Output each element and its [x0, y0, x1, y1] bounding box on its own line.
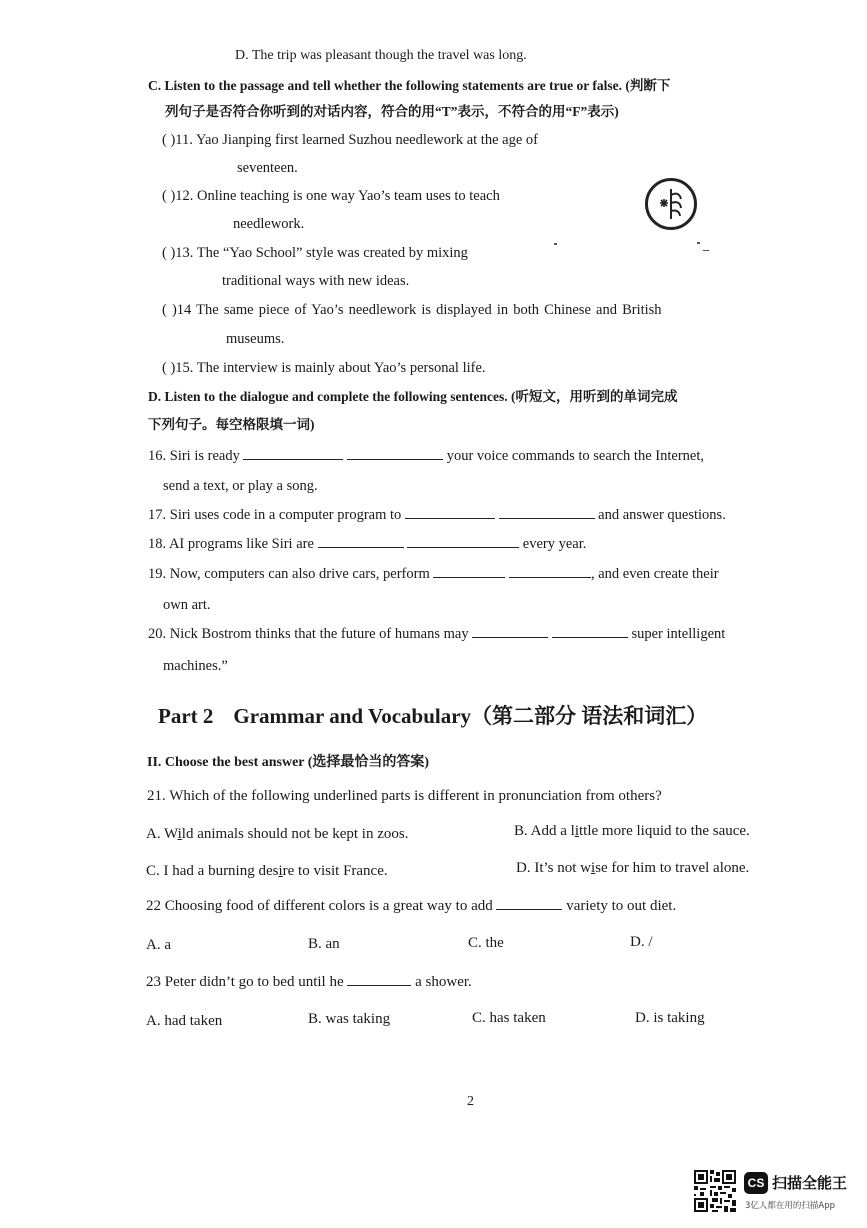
option-23-c[interactable]: C. has taken: [472, 1010, 546, 1026]
statement-12-cont: needlework.: [233, 216, 305, 232]
answer-blank[interactable]: [433, 565, 505, 578]
question-23-rest: a shower.: [415, 974, 472, 990]
question-22-text: 22 Choosing food of different colors is a great way to add: [146, 898, 493, 914]
underlined-letter: i: [591, 860, 596, 876]
part-2-subtitle: Grammar and Vocabulary（第二部分 语法和词汇）: [233, 704, 708, 728]
part-2-title: [158, 700, 707, 730]
option-21-b[interactable]: [514, 822, 750, 840]
question-18-text: 18. AI programs like Siri are: [148, 536, 314, 552]
section-c-heading-cn-a: (判断下: [625, 78, 671, 93]
question-17: [148, 506, 726, 524]
option-text: B. Add a l: [514, 823, 575, 839]
question-16-text: 16. Siri is ready: [148, 448, 240, 464]
option-21-d[interactable]: [516, 859, 749, 877]
question-16-rest: your voice commands to search the Internet,: [446, 448, 704, 464]
question-20-text: 20. Nick Bostrom thinks that the future of humans may: [148, 626, 469, 642]
answer-blank[interactable]: [347, 973, 411, 986]
answer-blank[interactable]: [243, 447, 343, 460]
scan-speck: [703, 250, 709, 251]
question-19-text: 19. Now, computers can also drive cars, perform: [148, 566, 430, 582]
statement-14-cont: museums.: [226, 331, 285, 347]
camscanner-logo: CS: [744, 1172, 768, 1194]
underlined-letter: i: [177, 826, 182, 842]
option-text: D. It’s not w: [516, 860, 591, 876]
option-23-d[interactable]: D. is taking: [635, 1010, 705, 1026]
question-21: 21. Which of the following underlined parts is different in pronunciation from others?: [147, 788, 662, 804]
statement-14: ( )14 The same piece of Yao’s needlework is displayed in both Chinese and British: [162, 302, 662, 318]
question-22-rest: variety to out diet.: [566, 898, 677, 914]
option-22-a[interactable]: A. a: [146, 937, 171, 953]
question-16-cont: send a text, or play a song.: [163, 478, 318, 494]
option-text: C. I had a burning des: [146, 863, 279, 879]
answer-blank[interactable]: [347, 447, 443, 460]
statement-13: ( )13. The “Yao School” style was created by mixing: [162, 245, 468, 261]
section-c-heading-en: C. Listen to the passage and tell whether the following statements are true or false.: [148, 78, 622, 93]
qr-code-icon: [694, 1170, 736, 1212]
answer-blank[interactable]: [407, 535, 519, 548]
option-21-a[interactable]: [146, 825, 408, 843]
question-17-rest: and answer questions.: [598, 507, 726, 523]
camscanner-tagline: 3亿人都在用的扫描App: [745, 1201, 836, 1211]
question-16: [148, 447, 704, 465]
statement-12: ( )12. Online teaching is one way Yao’s team uses to teach: [162, 188, 500, 204]
option-text: ttle more liquid to the sauce.: [579, 823, 750, 839]
question-17-text: 17. Siri uses code in a computer program to: [148, 507, 402, 523]
question-18: [148, 535, 586, 553]
question-20-rest: super intelligent: [631, 626, 726, 642]
scan-speck: [554, 243, 557, 245]
option-22-b[interactable]: B. an: [308, 936, 340, 952]
question-19-cont: own art.: [163, 597, 211, 613]
answer-blank[interactable]: [552, 625, 628, 638]
question-19: [148, 565, 719, 583]
answer-blank[interactable]: [496, 897, 562, 910]
question-20-cont: machines.”: [163, 658, 228, 674]
option-text: se for him to travel alone.: [595, 860, 750, 876]
answer-blank[interactable]: [318, 535, 404, 548]
section-c-heading-cn-b: 列句子是否符合你听到的对话内容，符合的用“T”表示，不符合的用“F”表示): [165, 104, 619, 119]
section-d-heading-cn-b: 下列句子。每空格限填一词): [148, 417, 315, 432]
underlined-letter: i: [278, 863, 283, 879]
answer-blank[interactable]: [499, 506, 595, 519]
answer-blank[interactable]: [509, 565, 591, 578]
statement-11-cont: seventeen.: [237, 160, 298, 176]
part-2-label: Part 2: [158, 704, 214, 728]
page-number: 2: [467, 1094, 474, 1109]
stamp-icon: [645, 178, 697, 230]
question-19-rest: , and even create their: [590, 566, 719, 582]
section-d-heading-cn-a: (听短文，用听到的单词完成: [510, 389, 678, 404]
section-ii-heading: [147, 754, 429, 772]
camscanner-name: 扫描全能王: [772, 1174, 848, 1192]
question-23: [146, 973, 472, 991]
scan-speck: [697, 242, 700, 244]
option-22-d[interactable]: D. /: [630, 934, 653, 950]
statement-13-cont: traditional ways with new ideas.: [222, 273, 410, 289]
statement-11: ( )11. Yao Jianping first learned Suzhou needlework at the age of: [162, 132, 538, 148]
section-d-heading-en: D. Listen to the dialogue and complete the following sentences.: [148, 389, 508, 404]
option-line-d: D. The trip was pleasant though the travel was long.: [235, 48, 527, 63]
section-ii-heading-cn: (选择最恰当的答案): [307, 755, 430, 770]
option-23-b[interactable]: B. was taking: [308, 1011, 391, 1027]
option-text: re to visit France.: [282, 863, 388, 879]
section-c-heading: [148, 77, 670, 95]
option-text: ld animals should not be kept in zoos.: [181, 826, 409, 842]
question-20: [148, 625, 725, 643]
option-text: A. W: [146, 826, 178, 842]
section-ii-heading-en: II. Choose the best answer: [147, 755, 305, 770]
question-22: [146, 897, 676, 915]
option-23-a[interactable]: A. had taken: [146, 1013, 223, 1029]
question-23-text: 23 Peter didn’t go to bed until he: [146, 974, 344, 990]
question-18-rest: every year.: [522, 536, 587, 552]
statement-15: ( )15. The interview is mainly about Yao’s personal life.: [162, 360, 486, 376]
answer-blank[interactable]: [472, 625, 548, 638]
underlined-letter: i: [574, 823, 580, 839]
section-d-heading: [148, 388, 677, 406]
option-21-c[interactable]: [146, 862, 388, 880]
answer-blank[interactable]: [405, 506, 495, 519]
option-22-c[interactable]: C. the: [468, 935, 504, 951]
